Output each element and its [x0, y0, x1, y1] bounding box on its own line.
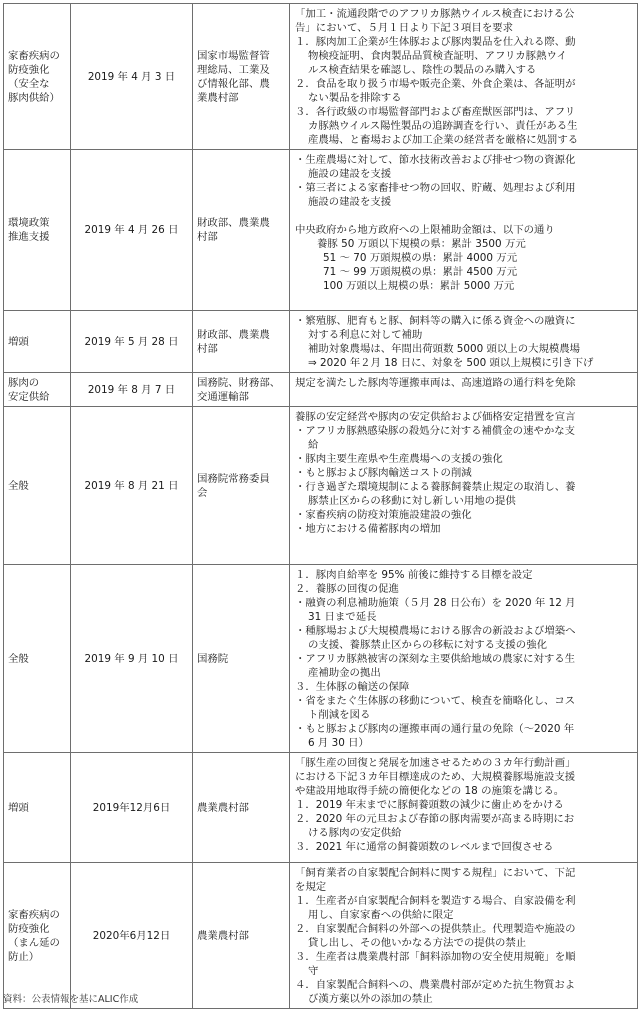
content-line: 施設の建設を支援 — [308, 196, 392, 208]
content-line: ３．各行政級の市場監督部門および畜産獣医部門は、アフリ — [295, 106, 576, 118]
table-row — [4, 863, 638, 1009]
category-text: 豚肉供給） — [8, 91, 60, 104]
category-text: （安全な — [8, 77, 50, 90]
agency-text: 農業農村部 — [197, 929, 249, 942]
table-row — [4, 407, 638, 565]
content-line: 6 月 30 日） — [308, 737, 369, 749]
agency-text: 業農村部 — [197, 91, 239, 104]
table-row — [4, 311, 638, 373]
content-line: 「豚生産の回復と発展を加速させるための３カ年行動計画」 — [295, 757, 576, 769]
content-line: ない製品を排除する — [308, 92, 402, 104]
agency-text: 財政部、農業農 — [197, 217, 270, 229]
content-line: における下記３カ年目標達成のため、大規模養豚場施設支援 — [295, 771, 576, 783]
content-line: 施設の建設を支援 — [308, 168, 392, 180]
content-line: ⇒ 2020 年２月 18 日に、対象を 500 頭以上規模に引き下げ — [308, 357, 594, 369]
category-text: 家畜疾病の — [8, 908, 60, 921]
content-line: 規定を満たした豚肉等運搬車両は、高速道路の通行料を免除 — [295, 377, 576, 389]
content-line: ト削減を図る — [308, 709, 371, 721]
date-cell — [71, 863, 193, 1009]
content-line: 補助対象農場は、年間出荷頭数 5000 頭以上の大規模農場 — [308, 343, 581, 355]
content-line: ２．養豚の回復の促進 — [295, 583, 399, 595]
agency-text: 村部 — [197, 231, 218, 243]
agency-cell — [193, 373, 290, 407]
table-row — [4, 753, 638, 863]
category-cell — [4, 753, 71, 863]
date-cell — [71, 4, 193, 150]
content-line: ２．食品を取り扱う市場や販売企業、外食企業は、各証明が — [295, 78, 576, 90]
agency-text: 国務院 — [197, 652, 229, 665]
date-cell — [71, 753, 193, 863]
content-cell — [290, 863, 638, 1009]
agency-cell — [193, 4, 290, 150]
content-line: ３．2021 年に通常の飼養頭数のレベルまで回復させる — [295, 841, 554, 853]
table-row — [4, 150, 638, 311]
content-line: ける豚肉の安定供給 — [308, 827, 402, 839]
content-line: 100 万頭以上規模の県：累計 5000 万元 — [323, 280, 515, 292]
date-text: 2019 年 8 月 21 日 — [84, 479, 179, 492]
table-row — [4, 373, 638, 407]
content-line: ・アフリカ豚熱被害の深刻な主要供給地域の農家に対する生 — [295, 653, 576, 665]
category-text: （まん延の — [8, 936, 60, 949]
content-line: 養豚 50 万頭以下規模の県：累計 3500 万元 — [317, 238, 526, 250]
content-cell — [290, 565, 638, 753]
content-line: カ豚熱ウイルス陽性製品の追跡調査を行い、責任がある生 — [308, 120, 578, 132]
category-text: 全般 — [8, 652, 29, 665]
content-line: を規定 — [295, 881, 327, 893]
content-line: 給 — [308, 439, 319, 451]
content-line: ・融資の利息補助施策（５月 28 日公布）を 2020 年 12 月 — [295, 597, 576, 609]
content-line: 51 ～ 70 万頭規模の県：累計 4000 万元 — [323, 252, 518, 264]
content-cell — [290, 407, 638, 565]
date-cell — [71, 407, 193, 565]
category-text: 防疫強化 — [8, 63, 50, 76]
content-line: 71 ～ 99 万頭規模の県：累計 4500 万元 — [323, 266, 518, 278]
content-cell — [290, 753, 638, 863]
content-line: ・繁殖豚、肥育もと豚、飼料等の購入に係る資金への融資に — [295, 315, 576, 327]
content-line: 「加工・流通段階でのアフリカ豚熱ウイルス検査における公 — [295, 8, 575, 20]
content-line: 産補助金の拠出 — [308, 667, 381, 679]
content-line: や建設用地取得手続の簡便化などの 18 の施策を講じる。 — [295, 785, 565, 797]
content-line: １．生産者が自家製配合飼料を製造する場合、自家設備を利 — [295, 895, 576, 907]
table-body — [4, 4, 638, 1009]
content-line: 貸し出し、その他いかなる方法での提供の禁止 — [308, 937, 527, 949]
category-text: 防止） — [8, 950, 40, 963]
content-line: ・家畜疾病の防疫対策施設建設の強化 — [295, 509, 472, 521]
agency-text: び情報化部、農 — [197, 77, 270, 90]
policy-table — [3, 3, 638, 1009]
category-text: 安定供給 — [8, 390, 50, 403]
agency-text: 農業農村部 — [197, 801, 249, 814]
content-line: ３．生産者は農業農村部「飼料添加物の安全使用規範」を順 — [295, 951, 576, 963]
category-cell — [4, 311, 71, 373]
content-line: ・生産農場に対して、節水技術改善および排せつ物の資源化 — [295, 154, 576, 166]
agency-cell — [193, 150, 290, 311]
content-line: び漢方薬以外の添加の禁止 — [308, 993, 433, 1005]
content-line: １．豚肉加工企業が生体豚および豚肉製品を仕入れる際、動 — [295, 36, 576, 48]
content-line — [295, 209, 633, 223]
content-line: ４．自家製配合飼料への、農業農村部が定めた抗生物質およ — [295, 979, 576, 991]
category-cell — [4, 863, 71, 1009]
content-line: 対する利息に対して補助 — [308, 329, 423, 341]
agency-cell — [193, 407, 290, 565]
content-line: ・豚肉主要生産県や生産農場への支援の強化 — [295, 453, 503, 465]
category-cell — [4, 4, 71, 150]
category-text: 増頭 — [8, 801, 29, 814]
content-line: １．豚肉自給率を 95% 前後に維持する目標を設定 — [295, 569, 533, 581]
content-line: 産農場、と畜場および加工企業の経営者を厳格に処罰する — [308, 134, 579, 146]
agency-text: 会 — [197, 486, 208, 499]
content-line: 「飼育業者の自家製配合飼料に関する規程」において、下記 — [295, 867, 576, 879]
agency-text: 財政部、農業農 — [197, 328, 270, 341]
content-line: ３．生体豚の輸送の保障 — [295, 681, 410, 693]
agency-cell — [193, 863, 290, 1009]
content-line: 中央政府から地方政府への上限補助金額は、以下の通り — [295, 224, 555, 236]
date-cell — [71, 565, 193, 753]
source-note: 資料：公表情報を基にALIC作成 — [3, 994, 139, 1005]
content-cell — [290, 4, 638, 150]
category-cell — [4, 150, 71, 311]
content-line: ・アフリカ豚熱感染豚の殺処分に対する補償金の速やかな支 — [295, 425, 576, 437]
content-line: ・省をまたぐ生体豚の移動について、検査を簡略化し、コス — [295, 695, 576, 707]
agency-text: 村部 — [197, 342, 218, 355]
content-cell — [290, 150, 638, 311]
content-line: 用し、自家家畜への供給に限定 — [308, 909, 454, 921]
content-cell — [290, 311, 638, 373]
category-text: 全般 — [8, 479, 29, 492]
content-line: ・第三者による家畜排せつ物の回収、貯蔵、処理および利用 — [295, 182, 576, 194]
agency-text: 国家市場監督管 — [197, 49, 270, 62]
date-text: 2019 年 4 月 3 日 — [87, 70, 176, 83]
date-text: 2019年12月6日 — [92, 801, 171, 814]
content-line: １．2019 年末までに豚飼養頭数の減少に歯止めをかける — [295, 799, 564, 811]
content-line: ルス検査結果を確認し、陰性の製品のみ購入する — [308, 64, 537, 76]
category-text: 防疫強化 — [8, 922, 50, 935]
agency-text: 交通運輸部 — [197, 390, 249, 403]
content-line: 守 — [308, 965, 319, 977]
category-text: 増頭 — [8, 335, 29, 348]
date-text: 2019 年 5 月 28 日 — [84, 335, 179, 348]
agency-text: 国務院常務委員 — [197, 472, 270, 485]
date-text: 2019 年 4 月 26 日 — [84, 224, 179, 236]
category-cell — [4, 407, 71, 565]
agency-cell — [193, 753, 290, 863]
content-line: ２．2020 年の元旦および春節の豚肉需要が高まる時期にお — [295, 813, 575, 825]
content-line: 豚禁止区からの移動に対し新しい用地の提供 — [308, 495, 516, 507]
content-line: 物検疫証明、食肉製品品質検査証明、アフリカ豚熱ウイ — [308, 50, 567, 62]
date-text: 2019 年 8 月 7 日 — [87, 383, 176, 396]
agency-text: 理総局、工業及 — [197, 63, 270, 76]
date-cell — [71, 311, 193, 373]
category-cell — [4, 373, 71, 407]
agency-cell — [193, 311, 290, 373]
category-text: 豚肉の — [8, 376, 40, 389]
category-text: 家畜疾病の — [8, 49, 60, 62]
table-row — [4, 4, 638, 150]
agency-cell — [193, 565, 290, 753]
content-cell — [290, 373, 638, 407]
content-line: ・地方における備蓄豚肉の増加 — [295, 523, 441, 535]
agency-text: 国務院、財務部、 — [197, 376, 281, 389]
content-line: ・種豚場および大規模農場における豚舎の新設および増築へ — [295, 625, 576, 637]
content-line: 31 日まで延長 — [308, 611, 377, 623]
date-cell — [71, 150, 193, 311]
date-text: 2020年6月12日 — [92, 929, 171, 942]
content-line: ２．自家製配合飼料の外部への提供禁止。代理製造や施設の — [295, 923, 576, 935]
date-text: 2019 年 9 月 10 日 — [84, 652, 179, 665]
content-line: 告」において、５月１日より下記３項目を要求 — [295, 22, 513, 34]
content-line: ・もと豚および豚肉輸送コストの削減 — [295, 467, 472, 479]
date-cell — [71, 373, 193, 407]
content-line: の支援、養豚禁止区からの移転に対する支援の強化 — [308, 639, 547, 651]
content-line: ・行き過ぎた環境規制による養豚飼養禁止規定の取消し、養 — [295, 481, 576, 493]
content-line: 養豚の安定経営や豚肉の安定供給および価格安定措置を宣言 — [295, 411, 576, 423]
category-cell — [4, 565, 71, 753]
category-text: 推進支援 — [8, 231, 50, 243]
category-text: 環境政策 — [8, 217, 50, 229]
table-row — [4, 565, 638, 753]
content-line: ・もと豚および豚肉の運搬車両の通行量の免除（～2020 年 — [295, 723, 575, 735]
